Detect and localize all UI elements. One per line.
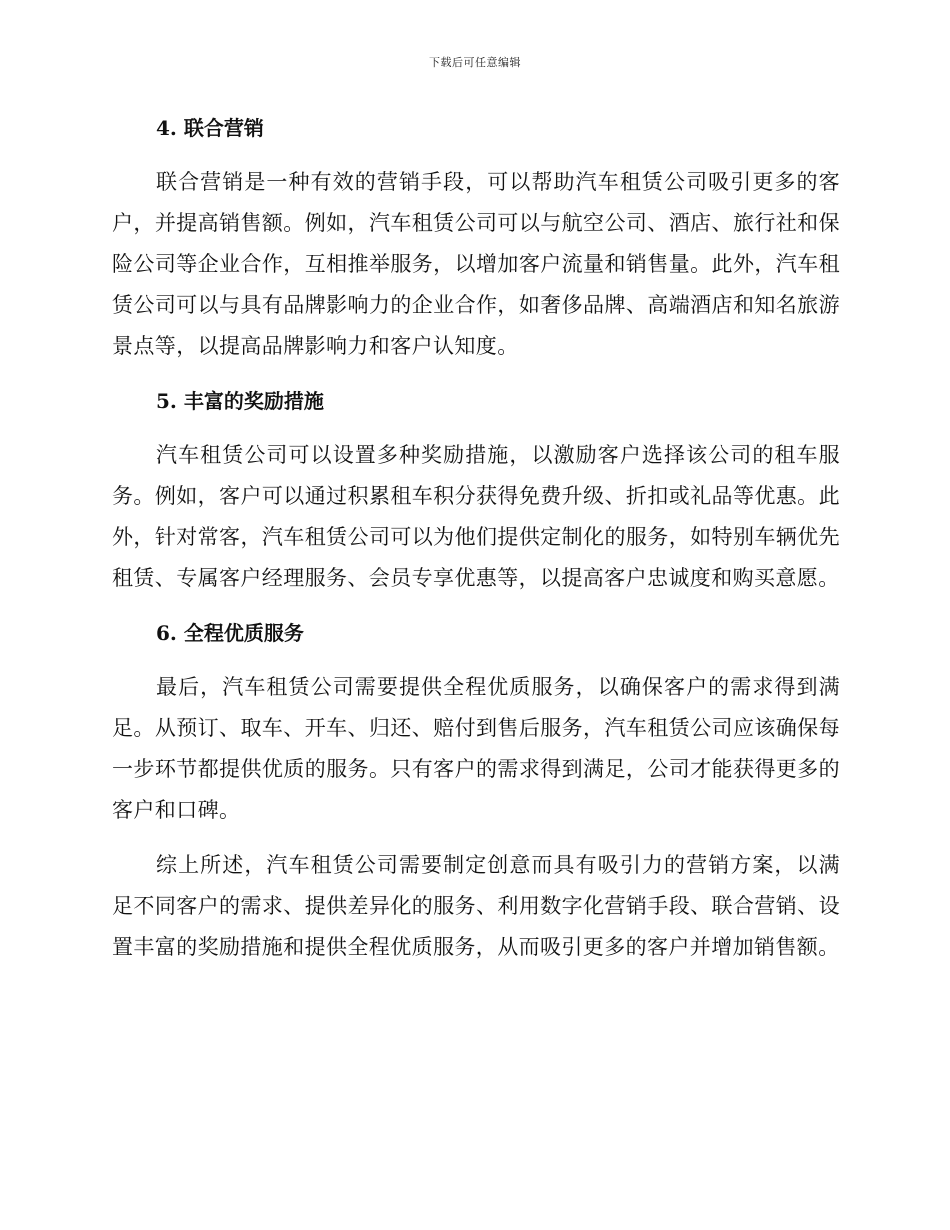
section-paragraph-joint-marketing: 联合营销是一种有效的营销手段，可以帮助汽车租赁公司吸引更多的客户，并提高销售额。例如，汽车租赁公司可以与航空公司、酒店、旅行社和保险公司等企业合作，互相推举服务，以增加客户流量和销售量。此外，汽车租赁公司可以与具有品牌影响力的企业合作，如奢侈品牌、高端酒店和知名旅游景点等，以提高品牌影响力和客户认知度。: [112, 170, 840, 358]
section-heading-quality-service: 6. 全程优质服务: [156, 621, 304, 645]
page-header-note: 下载后可任意编辑: [429, 56, 521, 69]
section-heading-reward-measures: 5. 丰富的奖励措施: [156, 389, 324, 413]
conclusion-paragraph: 综上所述，汽车租赁公司需要制定创意而具有吸引力的营销方案，以满足不同客户的需求、提供差异化的服务、利用数字化营销手段、联合营销、设置丰富的奖励措施和提供全程优质服务，从而吸引更多的客户并增加销售额。: [112, 853, 840, 959]
section-heading-joint-marketing: 4. 联合营销: [156, 116, 264, 140]
section-paragraph-reward-measures: 汽车租赁公司可以设置多种奖励措施，以激励客户选择该公司的租车服务。例如，客户可以通过积累租车积分获得免费升级、折扣或礼品等优惠。此外，针对常客，汽车租赁公司可以为他们提供定制化的服务，如特别车辆优先租赁、专属客户经理服务、会员专享优惠等，以提高客户忠诚度和购买意愿。: [112, 443, 840, 590]
document-body: [112, 108, 840, 968]
section-paragraph-quality-service: 最后，汽车租赁公司需要提供全程优质服务，以确保客户的需求得到满足。从预订、取车、开车、归还、赔付到售后服务，汽车租赁公司应该确保每一步环节都提供优质的服务。只有客户的需求得到满足，公司才能获得更多的客户和口碑。: [112, 675, 840, 822]
